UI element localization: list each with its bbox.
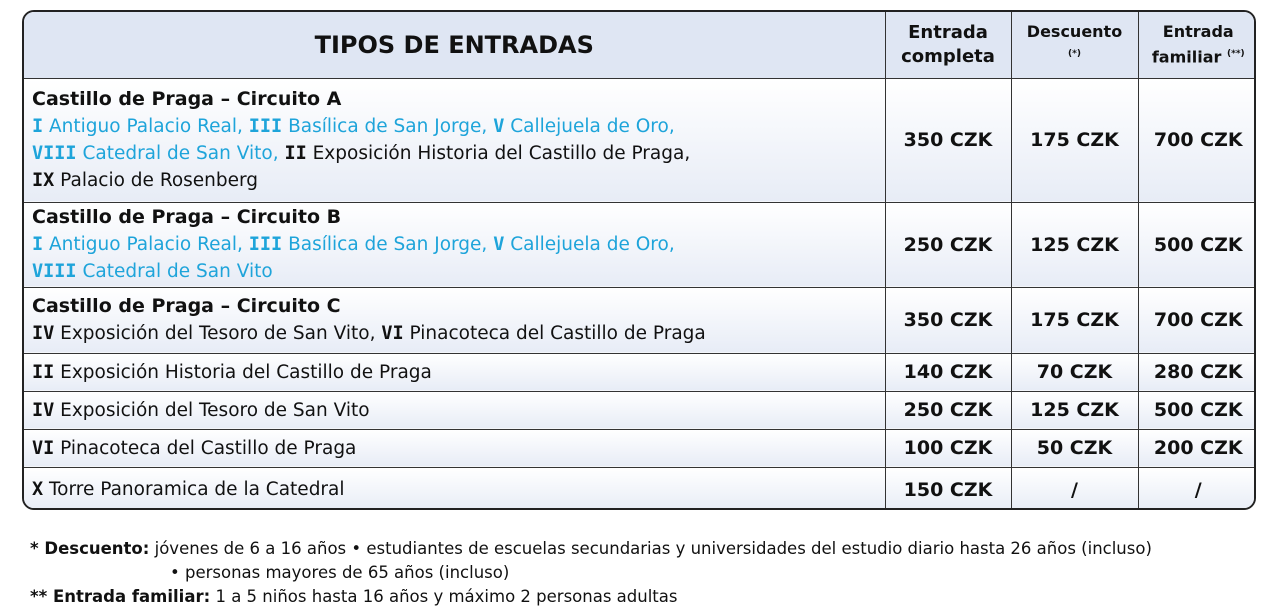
- ticket-description: [24, 353, 885, 391]
- venue-number: VI: [32, 437, 55, 459]
- venue-name: Pinacoteca del Castillo de Praga: [54, 437, 357, 459]
- venue-name: Catedral de San Vito: [76, 261, 273, 282]
- price-family: 700 CZK: [1138, 78, 1256, 202]
- ticket-description: [24, 202, 885, 287]
- venue-number: III: [248, 234, 283, 255]
- price-family: 280 CZK: [1138, 353, 1256, 391]
- venue-line: [32, 397, 877, 424]
- footnotes: [30, 537, 1152, 609]
- venue-name: Basílica de San Jorge,: [282, 234, 494, 255]
- venue-number: VI: [381, 323, 404, 344]
- venue-name: Basílica de San Jorge,: [282, 116, 494, 137]
- venue-number: I: [32, 116, 44, 137]
- venue-number: II: [32, 361, 55, 383]
- price-full: 250 CZK: [885, 391, 1011, 429]
- venue-line: [32, 476, 877, 503]
- price-family: /: [1138, 467, 1256, 510]
- table-row: [24, 391, 1256, 429]
- venue-number: VIII: [32, 143, 77, 164]
- price-family: 700 CZK: [1138, 287, 1256, 353]
- venue-name: Antiguo Palacio Real,: [43, 234, 249, 255]
- venue-line: [32, 258, 877, 285]
- price-full: 350 CZK: [885, 287, 1011, 353]
- venue-line: [32, 231, 877, 258]
- price-discount: 70 CZK: [1011, 353, 1138, 391]
- venue-number: IV: [32, 399, 55, 421]
- discount-note-cont: • personas mayores de 65 años (incluso): [170, 563, 510, 582]
- venue-number: II: [284, 143, 307, 164]
- price-full: 100 CZK: [885, 429, 1011, 467]
- circuit-title: Castillo de Praga – Circuito A: [32, 88, 342, 110]
- venue-name: Antiguo Palacio Real,: [43, 116, 249, 137]
- venue-line: [32, 140, 877, 167]
- venue-number: IX: [32, 170, 55, 191]
- price-discount: 125 CZK: [1011, 202, 1138, 287]
- table-row: [24, 202, 1256, 287]
- venue-line: [32, 167, 877, 194]
- venue-line: [32, 320, 877, 347]
- table-title: TIPOS DE ENTRADAS: [24, 12, 885, 78]
- venue-name: Torre Panoramica de la Catedral: [43, 479, 345, 501]
- venue-name: Callejuela de Oro,: [504, 234, 675, 255]
- price-family: 200 CZK: [1138, 429, 1256, 467]
- price-discount: 175 CZK: [1011, 287, 1138, 353]
- table-row: [24, 78, 1256, 202]
- price-family: 500 CZK: [1138, 391, 1256, 429]
- venue-line: [32, 113, 877, 140]
- price-full: 150 CZK: [885, 467, 1011, 510]
- price-full: 250 CZK: [885, 202, 1011, 287]
- family-note: ** Entrada familiar: 1 a 5 niños hasta 16 años y máximo 2 personas adultas: [30, 587, 678, 606]
- price-family: 500 CZK: [1138, 202, 1256, 287]
- venue-line: [32, 359, 877, 386]
- venue-number: I: [32, 234, 44, 255]
- ticket-description: [24, 467, 885, 510]
- ticket-description: [24, 287, 885, 353]
- price-discount: 175 CZK: [1011, 78, 1138, 202]
- price-discount: 50 CZK: [1011, 429, 1138, 467]
- venue-name: Pinacoteca del Castillo de Praga: [403, 323, 706, 344]
- venue-number: X: [32, 479, 44, 501]
- venue-number: VIII: [32, 261, 77, 282]
- ticket-description: [24, 78, 885, 202]
- venue-number: V: [493, 234, 505, 255]
- price-discount: 125 CZK: [1011, 391, 1138, 429]
- discount-note: * Descuento: jóvenes de 6 a 16 años • estudiantes de escuelas secundarias y universidades del estudio diario hasta 26 años (incluso): [30, 539, 1152, 558]
- table-row: [24, 429, 1256, 467]
- header-full-ticket: Entrada completa: [885, 12, 1011, 78]
- ticket-prices-table: [22, 10, 1256, 510]
- venue-name: Exposición Historia del Castillo de Praga,: [306, 143, 691, 164]
- venue-name: Exposición del Tesoro de San Vito,: [54, 323, 382, 344]
- venue-name: Callejuela de Oro,: [504, 116, 675, 137]
- venue-name: Exposición Historia del Castillo de Praga: [54, 361, 432, 383]
- venue-line: [32, 435, 877, 462]
- table-row: [24, 287, 1256, 353]
- header-family-ticket: Entrada familiar (**): [1138, 12, 1256, 78]
- circuit-title: Castillo de Praga – Circuito C: [32, 295, 341, 317]
- venue-number: V: [493, 116, 505, 137]
- venue-number: IV: [32, 323, 55, 344]
- header-discount: Descuento (*): [1011, 12, 1138, 78]
- circuit-title: Castillo de Praga – Circuito B: [32, 206, 342, 228]
- price-discount: /: [1011, 467, 1138, 510]
- table-row: [24, 467, 1256, 510]
- price-full: 140 CZK: [885, 353, 1011, 391]
- venue-name: Palacio de Rosenberg: [54, 170, 259, 191]
- venue-number: III: [248, 116, 283, 137]
- ticket-description: [24, 391, 885, 429]
- table-row: [24, 353, 1256, 391]
- venue-name: Catedral de San Vito,: [76, 143, 285, 164]
- price-full: 350 CZK: [885, 78, 1011, 202]
- venue-name: Exposición del Tesoro de San Vito: [54, 399, 370, 421]
- ticket-description: [24, 429, 885, 467]
